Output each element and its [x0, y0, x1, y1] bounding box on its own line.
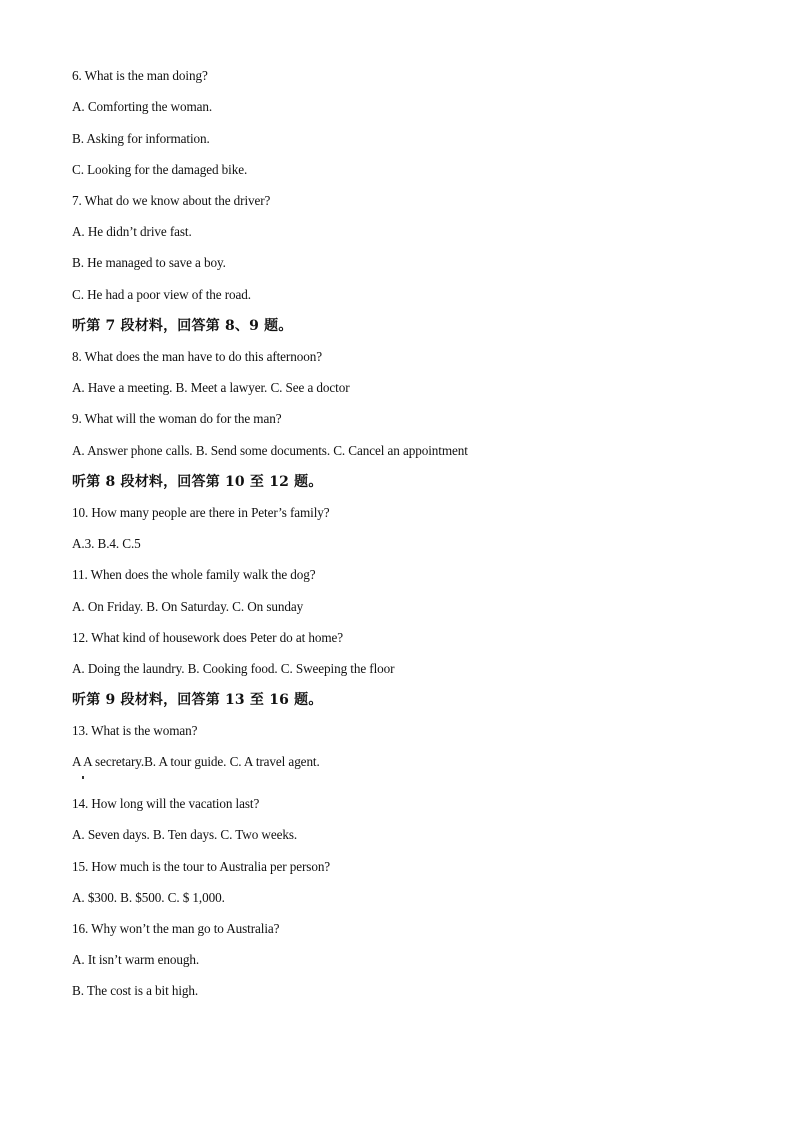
option-16a: A. It isn’t warm enough.: [72, 952, 200, 967]
option-6c: C. Looking for the damaged bike.: [72, 162, 248, 177]
question-6: 6. What is the man doing?: [72, 68, 208, 83]
options-11: A. On Friday. B. On Saturday. C. On sunday: [72, 599, 304, 614]
question-8: 8. What does the man have to do this afternoon?: [72, 349, 322, 364]
option-7b: B. He managed to save a boy.: [72, 255, 226, 270]
section-heading-7: 听第 7 段材料，回答第 8、9 题。: [72, 318, 293, 334]
section-heading-9: 听第 9 段材料，回答第 13 至 16 题。: [72, 692, 323, 708]
options-15: A. $300. B. $500. C. $ 1,000.: [72, 890, 225, 905]
option-16b: B. The cost is a bit high.: [72, 983, 199, 998]
options-9: A. Answer phone calls. B. Send some documents. C. Cancel an appointment: [72, 443, 468, 458]
stray-mark: [82, 776, 84, 779]
option-7a: A. He didn’t drive fast.: [72, 224, 192, 239]
option-7c: C. He had a poor view of the road.: [72, 287, 251, 302]
question-14: 14. How long will the vacation last?: [72, 796, 260, 811]
question-12: 12. What kind of housework does Peter do at home?: [72, 630, 344, 645]
options-13: A A secretary.B. A tour guide. C. A travel agent.: [72, 754, 320, 769]
section-heading-8: 听第 8 段材料，回答第 10 至 12 题。: [72, 474, 323, 490]
question-10: 10. How many people are there in Peter’s family?: [72, 505, 330, 520]
option-6b: B. Asking for information.: [72, 131, 210, 146]
options-10: A.3. B.4. C.5: [72, 536, 141, 551]
options-14: A. Seven days. B. Ten days. C. Two weeks.: [72, 827, 298, 842]
question-13: 13. What is the woman?: [72, 723, 198, 738]
question-9: 9. What will the woman do for the man?: [72, 411, 282, 426]
question-16: 16. Why won’t the man go to Australia?: [72, 921, 280, 936]
options-12: A. Doing the laundry. B. Cooking food. C. Sweeping the floor: [72, 661, 395, 676]
question-11: 11. When does the whole family walk the dog?: [72, 567, 316, 582]
options-8: A. Have a meeting. B. Meet a lawyer. C. See a doctor: [72, 380, 350, 395]
question-15: 15. How much is the tour to Australia per person?: [72, 859, 331, 874]
question-7: 7. What do we know about the driver?: [72, 193, 271, 208]
option-6a: A. Comforting the woman.: [72, 99, 213, 114]
